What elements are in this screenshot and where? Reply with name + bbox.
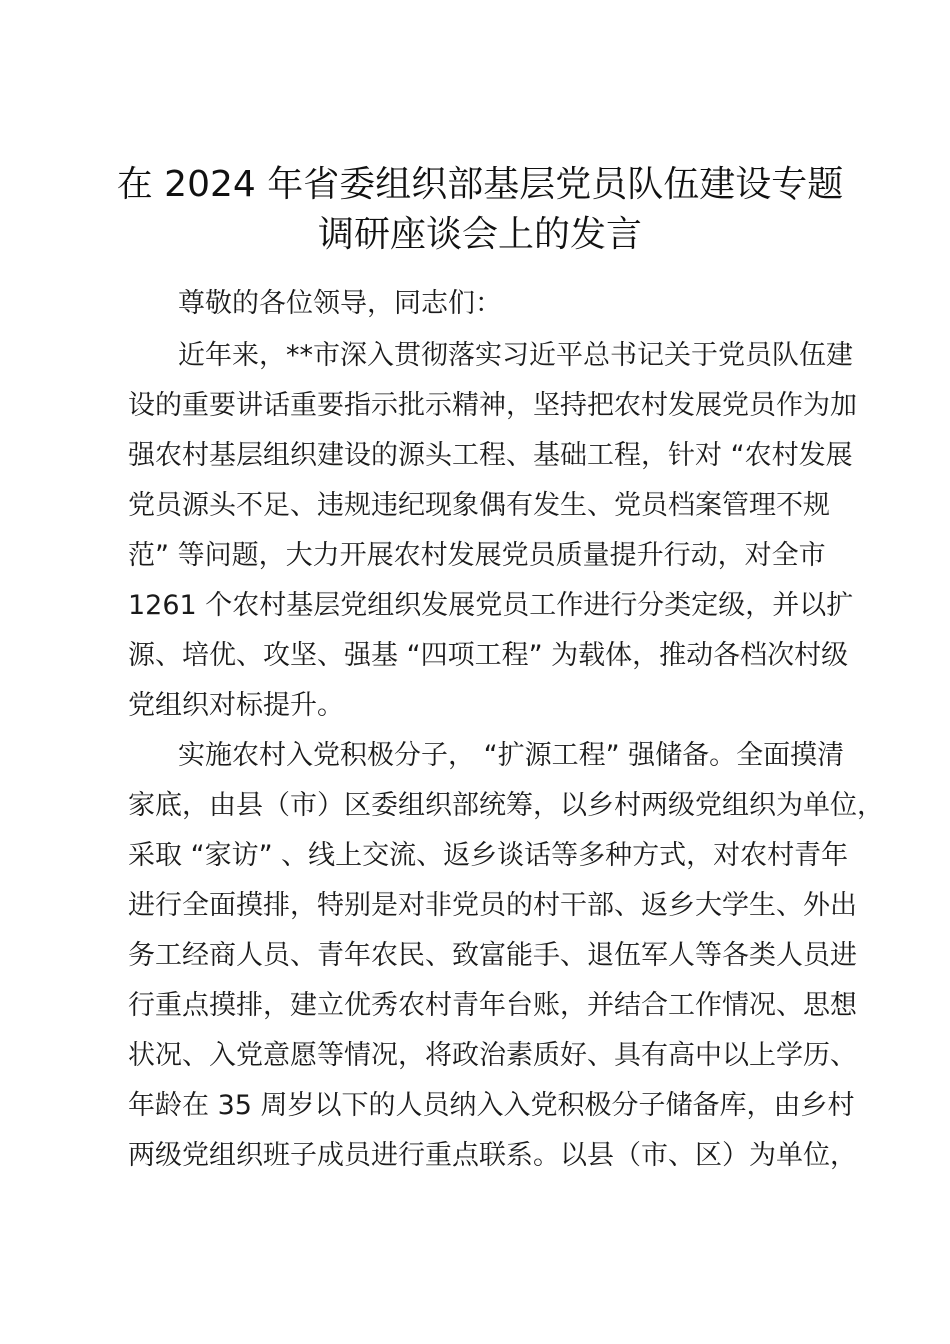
paragraph-line: 采取 “家访” 、线上交流、返乡谈话等多种方式，对农村青年 (128, 840, 849, 871)
paragraph-line: 强农村基层组织建设的源头工程、基础工程，针对 “农村发展 (128, 440, 853, 471)
paragraph-line: 党员源头不足、违规违纪现象偶有发生、党员档案管理不规 (128, 490, 830, 521)
paragraph-line: 设的重要讲话重要指示批示精神，坚持把农村发展党员作为加 (128, 390, 857, 421)
paragraph-line: 范” 等问题，大力开展农村发展党员质量提升行动，对全市 (128, 540, 826, 571)
paragraph-line: 近年来，**市深入贯彻落实习近平总书记关于党员队伍建 (178, 340, 853, 371)
paragraph-line: 进行全面摸排，特别是对非党员的村干部、返乡大学生、外出 (128, 890, 857, 921)
document-title-line-1: 在 2024 年省委组织部基层党员队伍建设专题 (116, 164, 844, 205)
paragraph-line: 年龄在 35 周岁以下的人员纳入入党积极分子储备库，由乡村 (128, 1090, 855, 1121)
paragraph-line: 家底，由县（市）区委组织部统筹，以乡村两级党组织为单位， (128, 790, 884, 821)
paragraph-line: 务工经商人员、青年农民、致富能手、退伍军人等各类人员进 (128, 940, 857, 971)
paragraph-line: 两级党组织班子成员进行重点联系。以县（市、区）为单位， (128, 1140, 857, 1171)
paragraph-line: 源、培优、攻坚、强基 “四项工程” 为载体，推动各档次村级 (128, 640, 849, 671)
document-title-line-2: 调研座谈会上的发言 (317, 214, 642, 255)
paragraph-line: 党组织对标提升。 (128, 690, 344, 721)
paragraph-line: 行重点摸排，建立优秀农村青年台账，并结合工作情况、思想 (128, 990, 857, 1021)
paragraph-line: 状况、入党意愿等情况，将政治素质好、具有高中以上学历、 (128, 1040, 857, 1071)
salutation: 尊敬的各位领导，同志们： (178, 288, 502, 319)
paragraph-line: 1261 个农村基层党组织发展党员工作进行分类定级，并以扩 (128, 590, 854, 621)
paragraph-line: 实施农村入党积极分子， “扩源工程” 强储备。全面摸清 (178, 740, 845, 771)
